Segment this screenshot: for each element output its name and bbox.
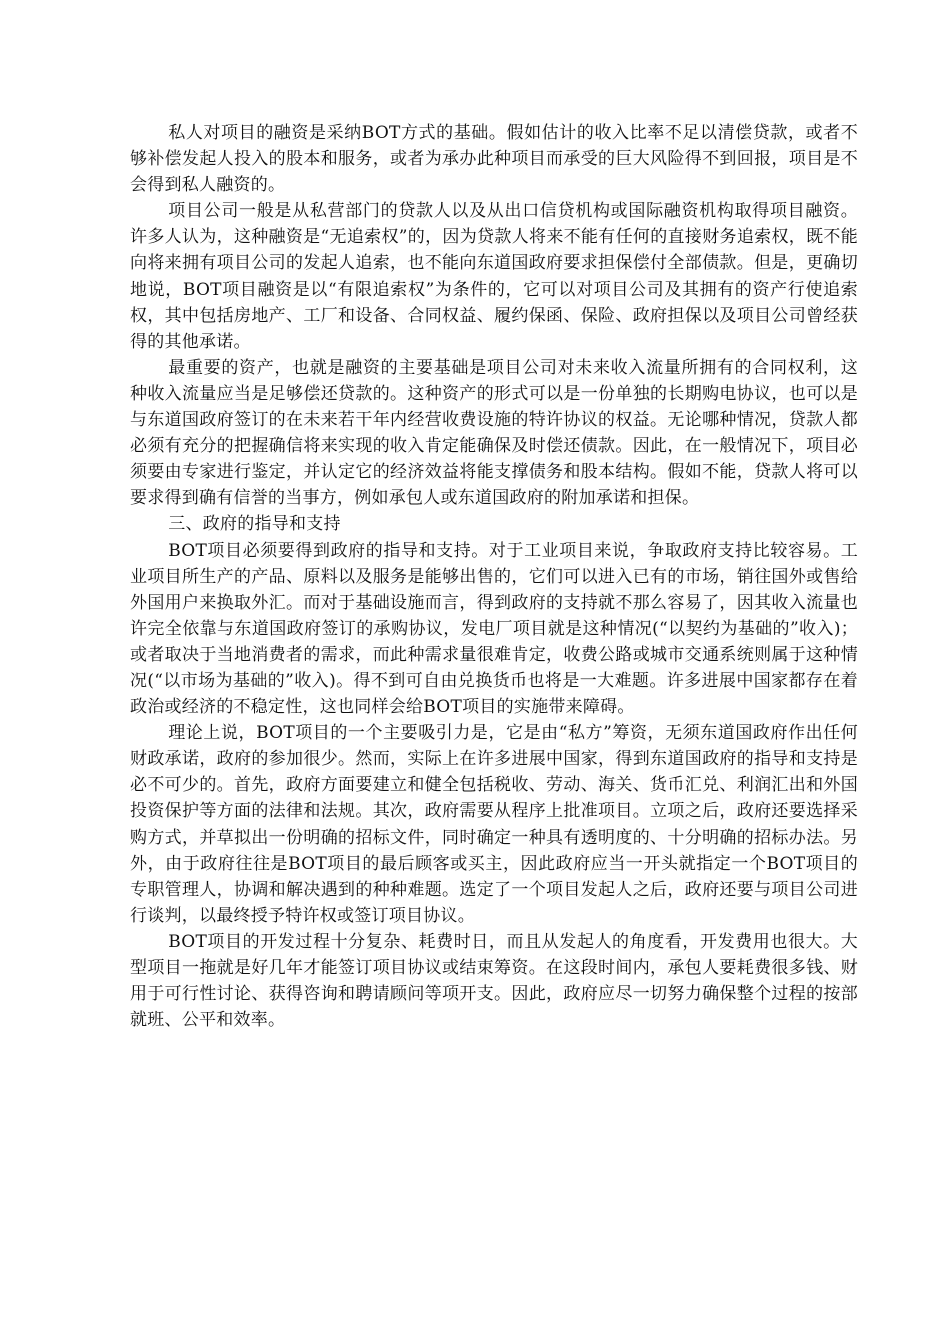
paragraph-project-company-financing: 项目公司一般是从私营部门的贷款人以及从出口信贷机构或国际融资机构取得项目融资。许多人认为，这种融资是“无追索权”的，因为贷款人将来不能有任何的直接财务追索权，既不能向将来拥有项目公司的发起人追索，也不能向东道国政府要求担保偿付全部债款。但是，更确切地说，BOT项目融资是以“有限追索权”为条件的，它可以对项目公司及其拥有的资产行使追索权，其中包括房地产、工厂和设备、合同权益、履约保函、保险、政府担保以及项目公司曾经获得的其他承诺。	[130, 201, 858, 352]
paragraph-theory-government-role: 理论上说，BOT项目的一个主要吸引力是，它是由“私方”筹资，无须东道国政府作出任何财政承诺，政府的参加很少。然而，实际上在许多进展中国家，得到东道国政府的指导和支持是必不可少的。首先，政府方面要建立和健全包括税收、劳动、海关、货币汇兑、利润汇出和外国投资保护等方面的法律和法规。其次，政府需要从程序上批准项目。立项之后，政府还要选择采购方式，并草拟出一份明确的招标文件，同时确定一种具有透明度的、十分明确的招标办法。另外，由于政府往往是BOT项目的最后顾客或买主，因此政府应当一开头就指定一个BOT项目的专职管理人，协调和解决遇到的种种难题。选定了一个项目发起人之后，政府还要与项目公司进行谈判，以最终授予特许权或签订项目协议。	[130, 723, 858, 926]
section-heading: 三、政府的指导和支持	[168, 514, 341, 535]
paragraph-private-financing: 私人对项目的融资是采纳BOT方式的基础。假如估计的收入比率不足以清偿贷款，或者不够补偿发起人投入的股本和服务，或者为承办此种项目而承受的巨大风险得不到回报，项目是不会得到私人融资的。	[130, 123, 858, 196]
paragraph-government-support: BOT项目必须要得到政府的指导和支持。对于工业项目来说，争取政府支持比较容易。工业项目所生产的产品、原料以及服务是能够出售的，它们可以进入已有的市场，销往国外或售给外国用户来换取外汇。而对于基础设施而言，得到政府的支持就不那么容易了，因其收入流量也许完全依靠与东道国政府签订的承购协议，发电厂项目就是这种情况(“以契约为基础的”收入)；或者取决于当地消费者的需求，而此种需求量很难肯定，收费公路或城市交通系统则属于这种情况(“以市场为基础的”收入)。得不到可自由兑换货币也将是一大难题。许多进展中国家都存在着政治或经济的不稳定性，这也同样会给BOT项目的实施带来障碍。	[130, 540, 858, 718]
paragraph-development-process: BOT项目的开发过程十分复杂、耗费时日，而且从发起人的角度看，开发费用也很大。大型项目一拖就是好几年才能签订项目协议或结束筹资。在这段时间内，承包人要耗费很多钱、财用于可行性讨论、获得咨询和聘请顾问等项开支。因此，政府应尽一切努力确保整个过程的按部就班、公平和效率。	[130, 931, 858, 1031]
paragraph-key-assets: 最重要的资产，也就是融资的主要基础是项目公司对未来收入流量所拥有的合同权利，这种收入流量应当是足够偿还贷款的。这种资产的形式可以是一份单独的长期购电协议，也可以是与东道国政府签订的在未来若干年内经营收费设施的特许协议的权益。无论哪种情况，贷款人都必须有充分的把握确信将来实现的收入肯定能确保及时偿还债款。因此，在一般情况下，项目必须要由专家进行鉴定，并认定它的经济效益将能支撑债务和股本结构。假如不能，贷款人将可以要求得到确有信誉的当事方，例如承包人或东道国政府的附加承诺和担保。	[130, 357, 858, 509]
document-body	[130, 120, 858, 1033]
